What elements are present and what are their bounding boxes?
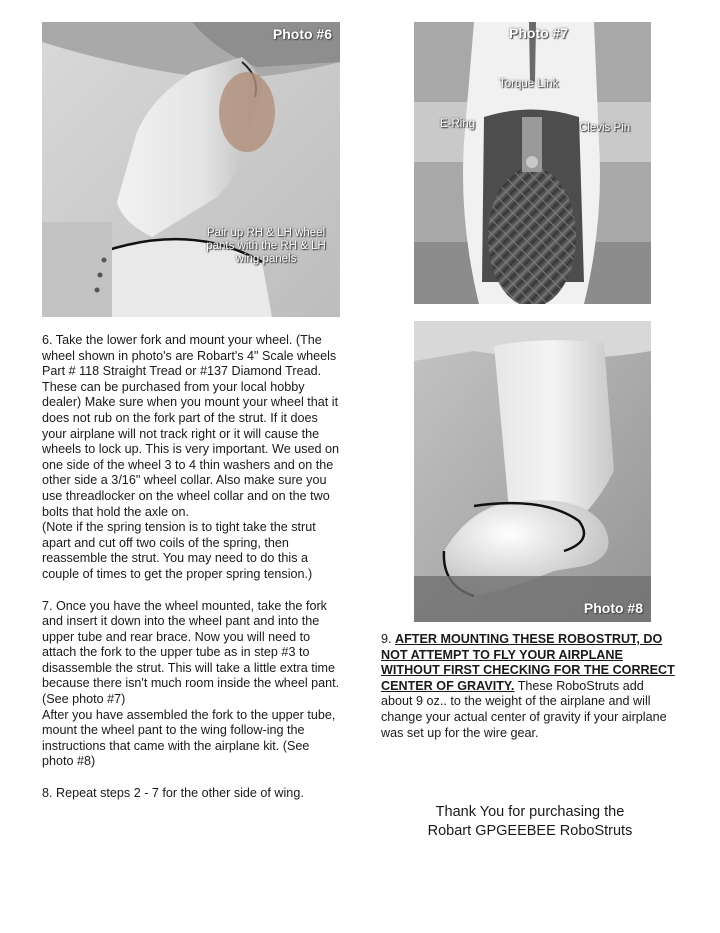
step-9-paragraph xyxy=(381,632,677,741)
photo-7-label-e-ring: E-Ring xyxy=(440,118,476,130)
photo-7 xyxy=(414,22,651,304)
step-6-text: 6. Take the lower fork and mount your wheel. (The wheel shown in photo's are Robart's 4" Scale wheels Part # 118 Straight Tread or #137 Diamond Tread. These can be purchased from your local hobby dealer) Make sure when you mount your wheel that it does not rub on the fork part of the strut. If it does your airplane will not track right or it will cause the wheels to lock up. This is very important. We used on one side of the wheel 3 to 4 thin washers and on the other side a 3/16" wheel collar. Also make sure you use threadlocker on the wheel collar and on the two bolts that hold the axle on. xyxy=(42,333,340,519)
step-6-note: (Note if the spring tension is to tight take the strut apart and cut off two coils of the spring, then reassemble the strut. You may need to do this a couple of times to get the proper spring tension.) xyxy=(42,520,316,581)
step-7-text: 7. Once you have the wheel mounted, take the fork and insert it down into the wheel pant and into the upper tube and rear brace. Now you will need to attach the fork to the upper tube as in step #3 to disassemble the strut. This will take a little extra time because there isn't much room inside the wheel pant. (See photo #7) xyxy=(42,598,340,707)
thank-you-line-2: Robart GPGEEBEE RoboStruts xyxy=(427,823,633,839)
step-8-text: 8. Repeat steps 2 - 7 for the other side of wing. xyxy=(42,786,304,801)
photo-7-label-torque-link: Torque Link xyxy=(499,78,559,90)
photo-8-image xyxy=(414,321,651,622)
photo-6 xyxy=(42,22,340,317)
photo-6-caption-line: pants with the RH & LH xyxy=(206,240,326,252)
photo-6-caption-line: wing panels xyxy=(235,253,297,265)
photo-6-caption-line: Pair up RH & LH wheel xyxy=(206,227,326,239)
photo-7-title: Photo #7 xyxy=(509,25,569,41)
photo-7-image xyxy=(414,22,651,304)
step-9-block xyxy=(381,632,677,741)
photo-8-title: Photo #8 xyxy=(583,600,643,616)
thank-you-message xyxy=(390,803,670,841)
step-9-text: These RoboStruts add about 9 oz.. to the weight of the airplane and will change your actual center of gravity if your airplane was set up for the wire gear. xyxy=(381,678,667,740)
step-7-text-continued: After you have assembled the fork to the upper tube, mount the wheel pant to the wing follow-ing the instructions that came with the airplane kit. (See photo #8) xyxy=(42,707,336,769)
photo-6-caption xyxy=(192,227,340,266)
photo-7-label-clevis-pin: Clevis Pin xyxy=(579,122,631,134)
step-9-warning: AFTER MOUNTING THESE ROBOSTRUT, DO NOT ATTEMPT TO FLY YOUR AIRPLANE WITHOUT FIRST CHECKING FOR THE CORRECT CENTER OF GRAVITY. xyxy=(381,632,675,693)
step-9-number: 9. xyxy=(381,632,392,646)
photo-8 xyxy=(414,321,651,622)
thank-you-line-1: Thank You for purchasing the xyxy=(435,804,625,820)
instructions-left-column xyxy=(42,333,342,802)
photo-6-title: Photo #6 xyxy=(272,26,332,42)
photo-6-image xyxy=(42,22,340,317)
